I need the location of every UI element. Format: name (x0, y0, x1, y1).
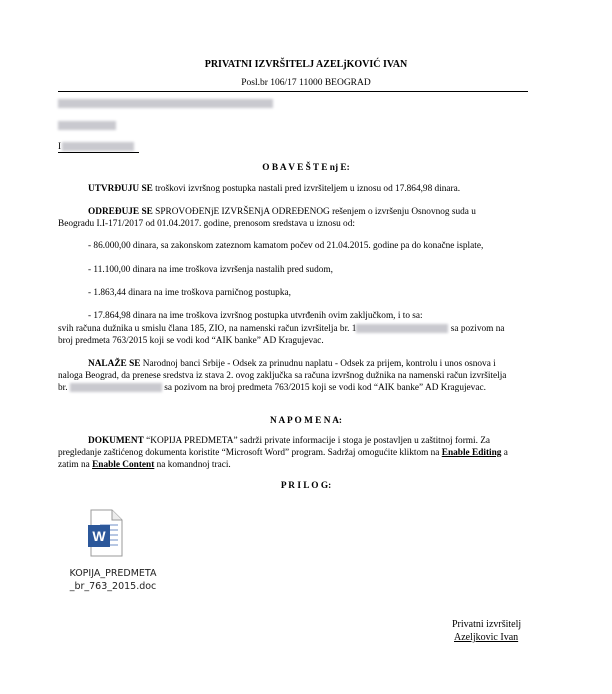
attachment-filename-line-2: _br_763_2015.doc (69, 581, 157, 592)
paragraph-enforcement (58, 206, 513, 230)
paragraph-order-lead: NALAŽE SE (88, 359, 141, 369)
attachment-filename[interactable] (58, 567, 168, 593)
enable-content-text: Enable Content (92, 460, 155, 470)
paragraph-enforcement-lead: ODREĐUJE SE (88, 207, 153, 217)
attachment-heading: P R I L O G: (280, 481, 332, 491)
redacted-account-number-2 (70, 383, 162, 392)
word-document-icon[interactable] (87, 509, 123, 557)
document-title: PRIVATNI IZVRŠITELJ AZELjKOVIĆ IVAN (204, 59, 408, 70)
redacted-account-number (356, 324, 448, 333)
signature-role: Privatni izvršitelj (452, 619, 522, 630)
recipient-initial: I (58, 142, 62, 152)
paragraph-note (58, 435, 513, 471)
recipient-underline (58, 152, 139, 153)
attachment-filename-line-1: KOPIJA_PREDMETA (69, 568, 157, 579)
list-item: - 11.100,00 dinara na ime troškova izvršenja nastalih pred sudom, (88, 265, 333, 275)
case-reference: Posl.br 106/17 11000 BEOGRAD (241, 78, 371, 88)
redacted-recipient-line-3 (62, 142, 134, 151)
note-lead: DOKUMENT (88, 436, 144, 446)
paragraph-costs-lead: UTVRĐUJU SE (88, 184, 153, 194)
paragraph-order-text-2: sa pozivom na broj predmeta 763/2015 koji se vodi kod “AIK banke” AD Kragujevac. (161, 383, 486, 393)
paragraph-accounts-text-2: sa pozivom na broj predmeta 763/2015 koji se vodi kod “AIK banke” AD Kragujevac. (58, 324, 505, 346)
list-item: - 1.863,44 dinara na ime troškova parničnog postupka, (88, 288, 291, 298)
list-item: - 17.864,98 dinara na ime troškova izvršnog postupka utvrđenih ovim zaključkom, i to sa: (88, 311, 423, 321)
redacted-recipient-line-2 (58, 121, 116, 130)
redacted-recipient-line-1 (58, 99, 273, 108)
paragraph-accounts (58, 323, 513, 347)
paragraph-costs-text: troškovi izvršnog postupka nastali pred izvršiteljem u iznosu od 17.864,98 dinara. (152, 184, 461, 194)
paragraph-accounts-text-1: svih računa dužnika u smislu člana 185, ZIO, na namenski račun izvršitelja br. 1 (58, 324, 357, 334)
enable-editing-text: Enable Editing (441, 448, 502, 458)
paragraph-enforcement-text: SPROVOĐENjE IZVRŠENjA ODREĐENOG rešenjem o izvršenju Osnovnog suda u Beogradu I.I-171/2017 od 01.04.2017. godine, prenosom sredstava u iznosu od: (58, 207, 476, 229)
paragraph-order (58, 358, 513, 394)
note-text-3: na komandnoj traci. (154, 460, 231, 470)
notice-heading: O B A V E Š T E nj E: (262, 163, 350, 173)
note-heading: N A P O M E N A: (269, 416, 343, 426)
list-item: - 86.000,00 dinara, sa zakonskom zateznom kamatom počev od 21.04.2015. godine pa do konačne isplate, (88, 241, 484, 251)
paragraph-order-text-1: Narodnoj banci Srbije - Odsek za prinudnu naplatu - Odsek za prijem, kontrolu i unos osnova i naloga Beograd, da prenese sredstva iz stava 2. ovog zaključka sa računa izvršnog dužnika na namenski račun izvršitelja br. (58, 359, 507, 393)
recipient-block (58, 98, 273, 110)
recipient-line-2 (58, 120, 116, 132)
note-text-1: “KOPIJA PREDMETA” sadrži private informacije i stoga je postavljen u zaštitnoj formi. Za pregledanje zaštićenog dokumenta koristite “Microsoft Word” program. Sadržaj omogućite kliktom na (58, 436, 491, 458)
signature-name: Azeljkovic Ivan (454, 632, 519, 643)
header-divider (58, 91, 528, 92)
word-letter: W (92, 528, 106, 544)
note-text-2: a zatim na (58, 448, 508, 470)
paragraph-costs (58, 183, 558, 195)
